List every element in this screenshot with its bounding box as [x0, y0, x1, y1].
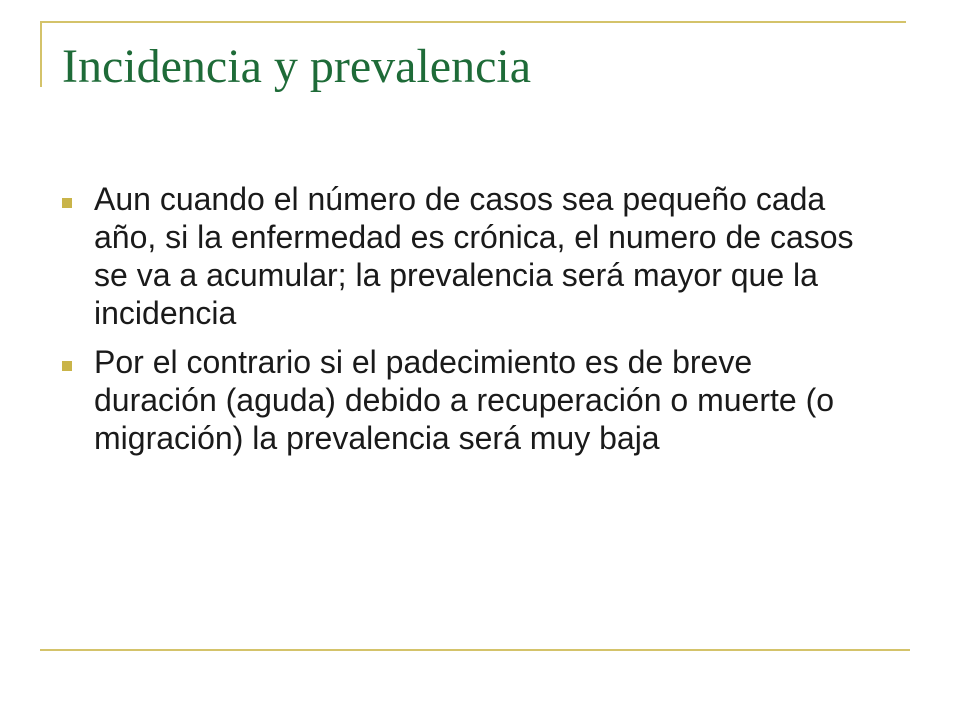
top-divider [40, 21, 906, 23]
square-bullet-icon [62, 361, 72, 371]
bullet-list [60, 180, 860, 468]
bullet-item [60, 343, 860, 457]
bullet-item [60, 180, 860, 332]
left-divider [40, 21, 42, 87]
bullet-text: Aun cuando el número de casos sea pequeño cada año, si la enfermedad es crónica, el numero de casos se va a acumular; la prevalencia será mayor que la incidencia [94, 181, 854, 331]
slide-title: Incidencia y prevalencia [62, 40, 532, 93]
bullet-text: Por el contrario si el padecimiento es de breve duración (aguda) debido a recuperación o muerte (o migración) la prevalencia será muy baja [94, 344, 835, 456]
square-bullet-icon [62, 198, 72, 208]
bottom-divider [40, 649, 910, 651]
